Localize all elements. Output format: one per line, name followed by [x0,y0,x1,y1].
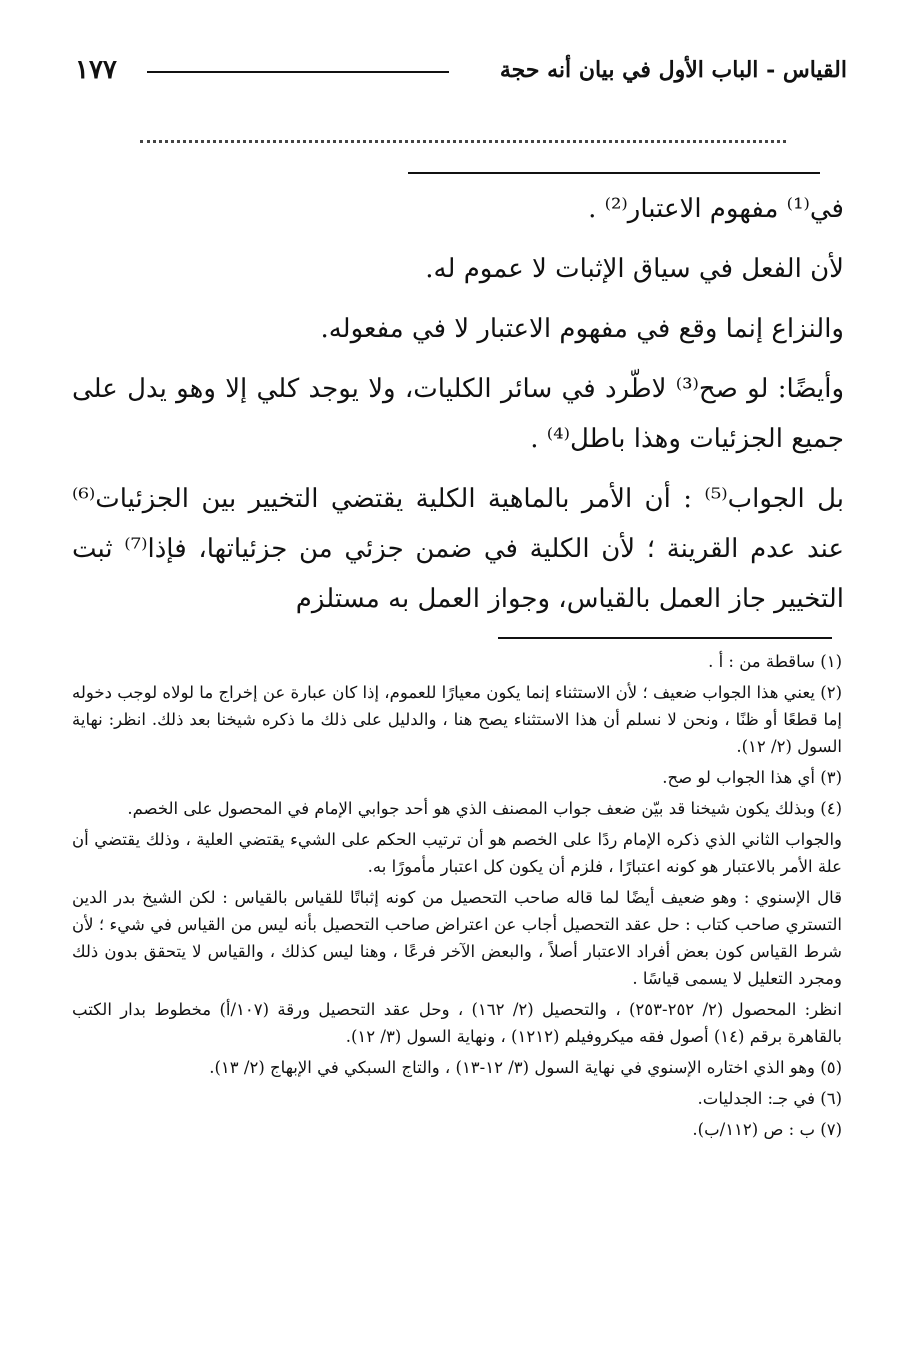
footnote: (٥) وهو الذي اختاره الإسنوي في نهاية السول (٣/ ١٢-١٣) ، والتاج السبكي في الإبهاج (٢/ ١٣). [209,1058,842,1077]
footnote-continuation: قال الإسنوي : وهو ضعيف أيضًا لما قاله صاحب التحصيل من كونه إثباتًا للقياس بالقياس : لكن الشيخ بدر الدين التستري صاحب كتاب : حل عقد التحصيل أجاب عن اعتراض صاحب التحصيل بأنه ليس من القياس في شيء ؛ لأن شرط القياس كون بعض أفراد الاعتبار أصلاً ، والبعض الآخر فرعًا ، وهنا ليس كذلك ، والقياس لا يتحقق بدون ذلك ومجرد التعليل لا يسمى قياسًا . [72,888,842,988]
text-top-rule [408,172,820,174]
footnote: (٦) في جـ: الجدليات. [697,1089,842,1108]
header-rule [147,71,449,73]
footnote: (٢) يعني هذا الجواب ضعيف ؛ لأن الاستثناء إنما يكون معيارًا للعموم، إذا كان عبارة عن إخراج ما لولاه لوجب دخوله إما قطعًا أو ظنًا ، ونحن لا نسلم أن هذا الاستثناء يصح هنا ، والدليل على ذلك ما ذكره شيخنا بعد ذلك. انظر: نهاية السول (٢/ ١٢). [72,683,843,756]
page-number: ١٧٧ [75,55,117,85]
page-header [75,55,847,95]
running-title: القياس - الباب الأول في بيان أنه حجة [499,57,847,83]
dotted-separator [140,140,786,143]
footnotes [72,648,842,1147]
footnote: (٧) ب : ص (١١٢/ب). [692,1120,842,1139]
footnote: (١) ساقطة من : أ . [708,652,842,671]
footnote: (٤) وبذلك يكون شيخنا قد بيّن ضعف جواب المصنف الذي هو أحد جوابي الإمام في المحصول على الخصم. [127,799,842,818]
footnote-continuation: انظر: المحصول (٢/ ٢٥٢-٢٥٣) ، والتحصيل (٢/ ١٦٢) ، وحل عقد التحصيل ورقة (١٠٧/أ) مخطوط بدار الكتب بالقاهرة برقم (١٤) أصول فقه ميكروفيلم (١٢١٢) ، ونهاية السول (٣/ ١٢). [72,1000,842,1046]
footnote: (٣) أي هذا الجواب لو صح. [662,768,842,787]
body-paragraph: بل الجواب⁽⁵⁾ : أن الأمر بالماهية الكلية يقتضي التخيير بين الجزئيات⁽⁶⁾ عند عدم القرينة ؛ لأن الكلية في ضمن جزئي من جزئياتها، فإذا⁽⁷⁾ ثبت التخيير جاز العمل بالقياس، وجواز العمل به مستلزم [72,484,845,614]
body-paragraph: وأيضًا: لو صح⁽³⁾ لاطّرد في سائر الكليات، ولا يوجد كلي إلا وهو يدل على جميع الجزئيات وهذا باطل⁽⁴⁾ . [72,374,845,454]
body-paragraph: في⁽¹⁾ مفهوم الاعتبار⁽²⁾ . [588,194,844,224]
body-paragraph: لأن الفعل في سياق الإثبات لا عموم له. [425,254,844,284]
footnote-rule [498,637,832,639]
body-paragraph: والنزاع إنما وقع في مفهوم الاعتبار لا في مفعوله. [320,314,844,344]
main-text [72,184,844,634]
footnote-continuation: والجواب الثاني الذي ذكره الإمام ردًا على الخصم هو أن ترتيب الحكم على الشيء يقتضي العلية ، وذلك يقتضي أن علة الأمر بالاعتبار هو كونه اعتبارًا ، فلزم أن يكون كل اعتبار مأمورًا به. [72,830,842,876]
